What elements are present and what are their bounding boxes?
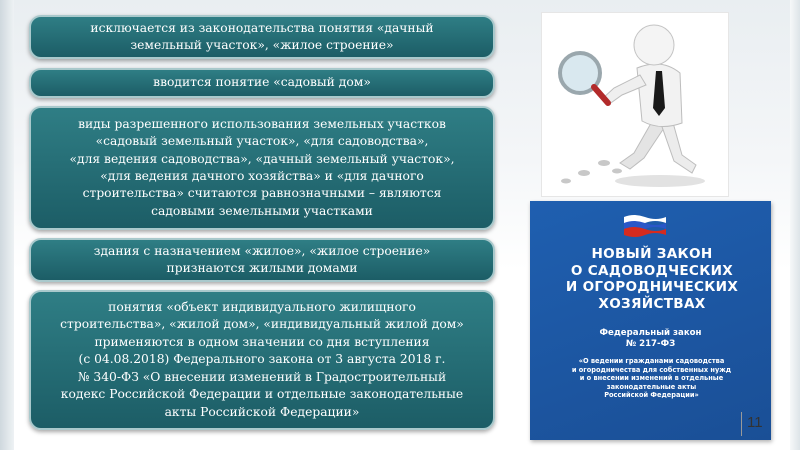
russian-flag-icon bbox=[622, 213, 668, 239]
book-law-number: Федеральный закон № 217-ФЗ bbox=[599, 328, 702, 349]
text-box-2: вводится понятие «садовый дом» bbox=[29, 68, 495, 98]
page-number: 11 bbox=[747, 414, 763, 431]
left-decor-stripe bbox=[0, 0, 14, 450]
book-law-description: «О ведении гражданами садоводства и огородничества для собственных нужд и о внесении изменений в отдельные законодательные акты Российской Федерации» bbox=[571, 357, 732, 400]
magnifier-man-icon bbox=[542, 13, 728, 196]
text-box-4: здания с назначением «жилое», «жилое строение» признаются жилыми домами bbox=[29, 238, 495, 282]
text-box-5: понятия «объект индивидуального жилищного строительства», «жилой дом», «индивидуальный жилой дом» применяются в одном значении со дня вступления (с 04.08.2018) Федерального закона от 3 августа 2018 г. № 340-ФЗ «О внесении изменений в Градостроительный кодекс Российской Федерации и отдельные законодательные акты Российской Федерации» bbox=[29, 290, 495, 430]
magnifier-man-illustration bbox=[541, 12, 729, 197]
law-book-cover bbox=[530, 201, 771, 440]
page-number-divider bbox=[741, 412, 742, 436]
book-title: НОВЫЙ ЗАКОН О САДОВОДЧЕСКИХ И ОГОРОДНИЧЕСКИХ ХОЗЯЙСТВАХ bbox=[565, 246, 739, 312]
text-box-3: виды разрешенного использования земельных участков «садовый земельный участок», «для садоводства», «для ведения садоводства», «дачный земельный участок», «для ведения дачного хозяйства» и «для дачного строительства» считаются равнозначными – являются садовыми земельными участками bbox=[29, 106, 495, 230]
right-decor-stripe bbox=[790, 0, 800, 450]
text-box-1: исключается из законодательства понятия «дачный земельный участок», «жилое строение» bbox=[29, 15, 495, 59]
